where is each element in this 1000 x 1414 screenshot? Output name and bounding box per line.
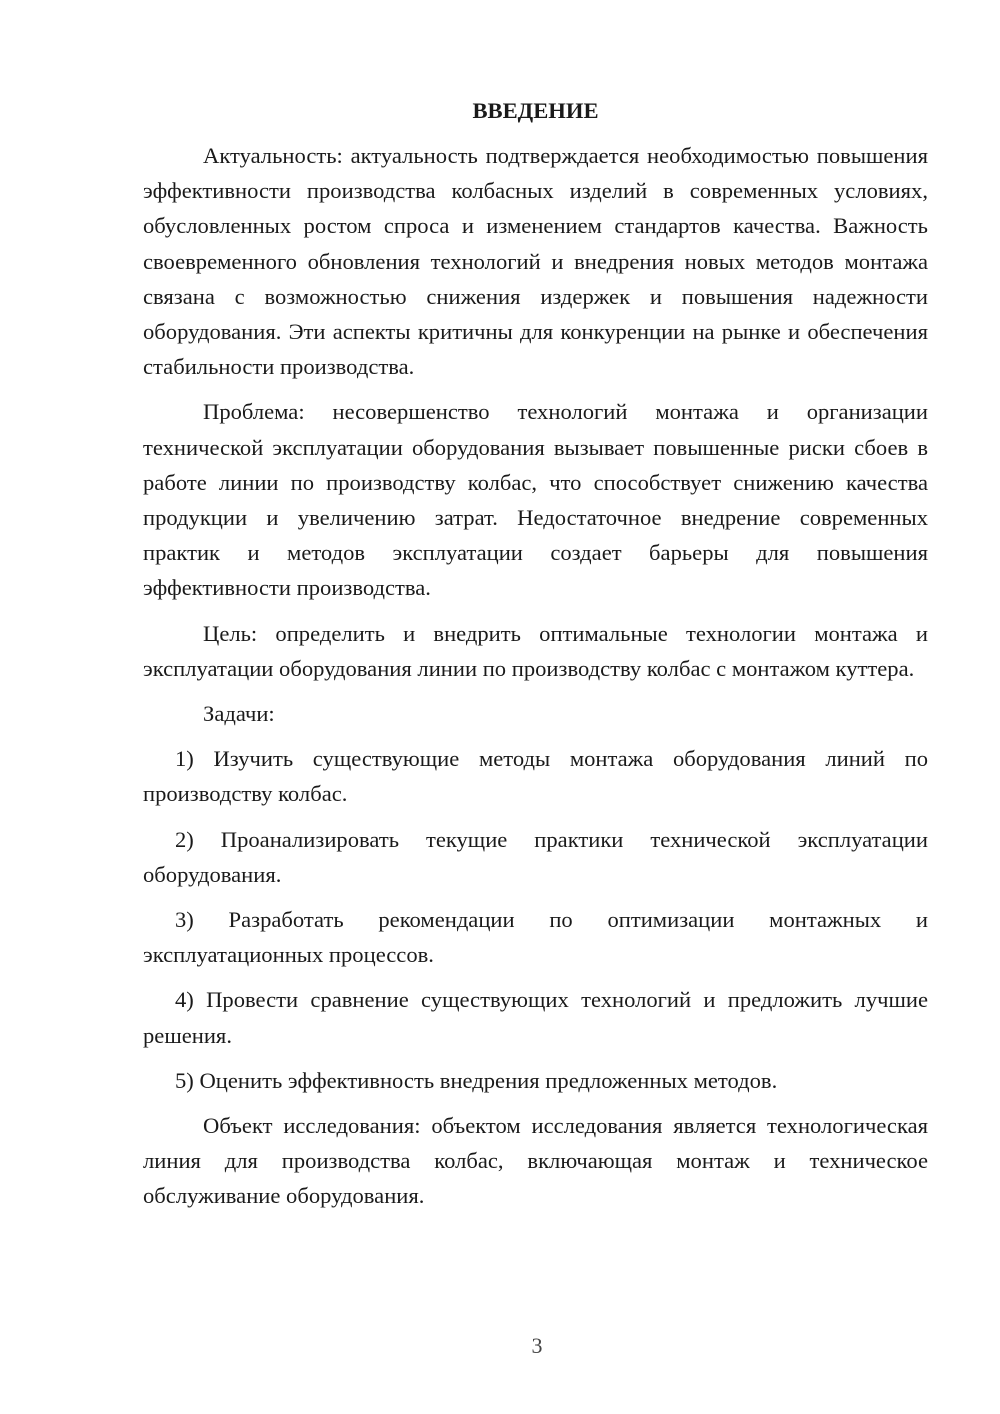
paragraph-problem: Проблема: несовершенство технологий монтажа и организации технической эксплуатации оборудования вызывает повышенные риски сбоев в работе линии по производству колбас, что способствует снижению качества продукции и увеличению затрат. Недостаточное внедрение современных практик и методов эксплуатации создает барьеры для повышения эффективности производства. (143, 399, 928, 601)
paragraph-relevance: Актуальность: актуальность подтверждается необходимостью повышения эффективности производства колбасных изделий в современных условиях, обусловленных ростом спроса и изменением стандартов качества. Важность своевременного обновления технологий и внедрения новых методов монтажа связана с возможностью снижения издержек и повышения надежности оборудования. Эти аспекты критичны для конкуренции на рынке и обеспечения стабильности производства. (143, 143, 928, 380)
task-item: 4) Провести сравнение существующих технологий и предложить лучшие решения. (143, 987, 928, 1048)
task-item: 5) Оценить эффективность внедрения предложенных методов. (175, 1067, 778, 1093)
page-heading: ВВЕДЕНИЕ (472, 98, 599, 123)
page-number: 3 (531, 1333, 543, 1358)
page-content (143, 93, 928, 1214)
paragraph-goal: Цель: определить и внедрить оптимальные технологии монтажа и эксплуатации оборудования линии по производству колбас с монтажом куттера. (143, 620, 928, 681)
tasks-title: Задачи: (203, 701, 275, 727)
task-item: 3) Разработать рекомендации по оптимизации монтажных и эксплуатационных процессов. (143, 907, 928, 968)
task-item: 1) Изучить существующие методы монтажа оборудования линий по производству колбас. (143, 746, 928, 807)
task-item: 2) Проанализировать текущие практики технической эксплуатации оборудования. (143, 826, 928, 887)
paragraph-object: Объект исследования: объектом исследования является технологическая линия для производства колбас, включающая монтаж и техническое обслуживание оборудования. (143, 1113, 928, 1209)
